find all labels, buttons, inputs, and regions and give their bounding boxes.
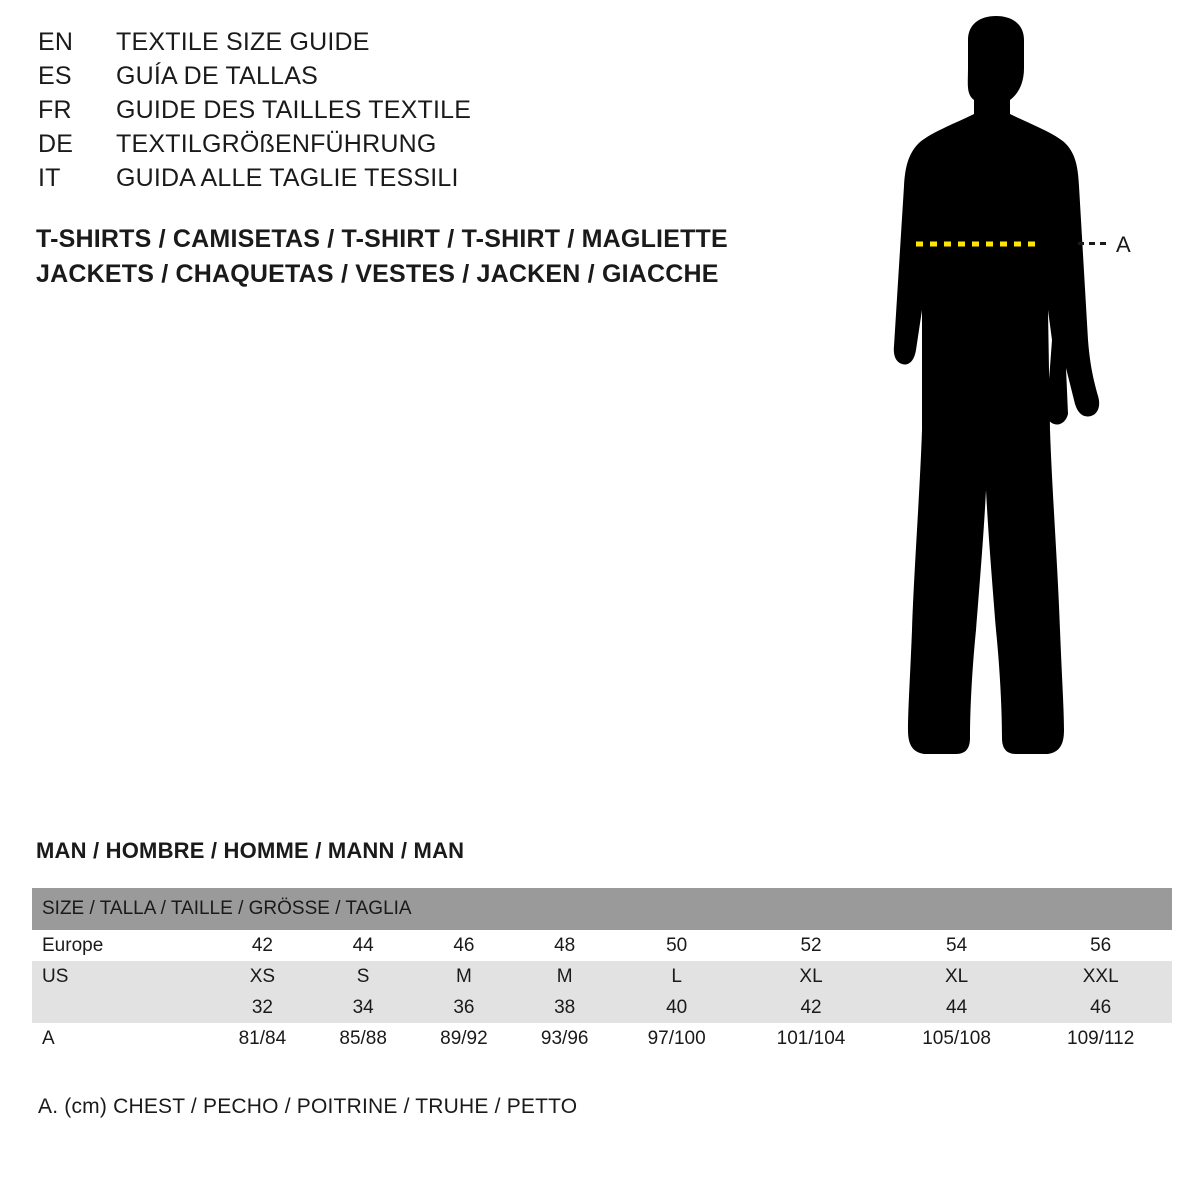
measure-label-a: A: [1116, 232, 1131, 257]
cell: 38: [514, 992, 615, 1023]
cell: 50: [615, 930, 738, 961]
cell: M: [514, 961, 615, 992]
language-row: [38, 130, 798, 164]
measurement-footnote: A. (cm) CHEST / PECHO / POITRINE / TRUHE / PETTO: [38, 1095, 578, 1118]
category-jackets: JACKETS / CHAQUETAS / VESTES / JACKEN / GIACCHE: [36, 260, 719, 288]
language-text: GUÍA DE TALLAS: [116, 62, 318, 90]
cell: S: [313, 961, 414, 992]
table-section-title: MAN / HOMBRE / HOMME / MANN / MAN: [36, 838, 465, 863]
language-code: EN: [38, 28, 74, 56]
cell: XL: [884, 961, 1030, 992]
cell: 42: [738, 992, 884, 1023]
language-code: IT: [38, 164, 61, 192]
table-header-label: SIZE / TALLA / TAILLE / GRÖSSE / TAGLIA: [32, 888, 1172, 930]
cell: 36: [414, 992, 515, 1023]
cell: 42: [212, 930, 313, 961]
cell: 81/84: [212, 1023, 313, 1054]
language-header-block: [38, 28, 798, 198]
language-row: [38, 164, 798, 198]
language-row: [38, 96, 798, 130]
table-row: [32, 992, 1172, 1023]
cell: 85/88: [313, 1023, 414, 1054]
cell: XL: [738, 961, 884, 992]
language-text: GUIDA ALLE TAGLIE TESSILI: [116, 164, 459, 192]
language-row: [38, 28, 798, 62]
row-label: US: [32, 961, 212, 992]
size-table: [32, 888, 1172, 1054]
cell: 34: [313, 992, 414, 1023]
cell: 56: [1029, 930, 1172, 961]
table-row: [32, 930, 1172, 961]
cell: 40: [615, 992, 738, 1023]
measure-leader-line: [1078, 242, 1108, 245]
cell: 48: [514, 930, 615, 961]
body-silhouette-figure: [820, 10, 1180, 800]
table-header-row: [32, 888, 1172, 930]
cell: XXL: [1029, 961, 1172, 992]
category-tshirts: T-SHIRTS / CAMISETAS / T-SHIRT / T-SHIRT / MAGLIETTE: [36, 225, 728, 253]
row-label: [32, 992, 212, 1023]
language-text: GUIDE DES TAILLES TEXTILE: [116, 96, 472, 124]
male-silhouette-shape: [894, 16, 1099, 754]
cell: 93/96: [514, 1023, 615, 1054]
cell: 109/112: [1029, 1023, 1172, 1054]
cell: 46: [414, 930, 515, 961]
silhouette-svg: [820, 10, 1180, 800]
cell: M: [414, 961, 515, 992]
language-code: FR: [38, 96, 72, 124]
cell: 105/108: [884, 1023, 1030, 1054]
cell: 46: [1029, 992, 1172, 1023]
cell: 44: [313, 930, 414, 961]
language-text: TEXTILGRÖßENFÜHRUNG: [116, 130, 437, 158]
cell: 101/104: [738, 1023, 884, 1054]
language-text: TEXTILE SIZE GUIDE: [116, 28, 370, 56]
language-row: [38, 62, 798, 96]
cell: XS: [212, 961, 313, 992]
cell: 52: [738, 930, 884, 961]
garment-category-block: [36, 222, 836, 292]
cell: 54: [884, 930, 1030, 961]
row-label: Europe: [32, 930, 212, 961]
cell: 89/92: [414, 1023, 515, 1054]
cell: 32: [212, 992, 313, 1023]
language-code: DE: [38, 130, 74, 158]
language-code: ES: [38, 62, 72, 90]
cell: 44: [884, 992, 1030, 1023]
table-row: [32, 1023, 1172, 1054]
cell: 97/100: [615, 1023, 738, 1054]
row-label: A: [32, 1023, 212, 1054]
cell: L: [615, 961, 738, 992]
table-row: [32, 961, 1172, 992]
